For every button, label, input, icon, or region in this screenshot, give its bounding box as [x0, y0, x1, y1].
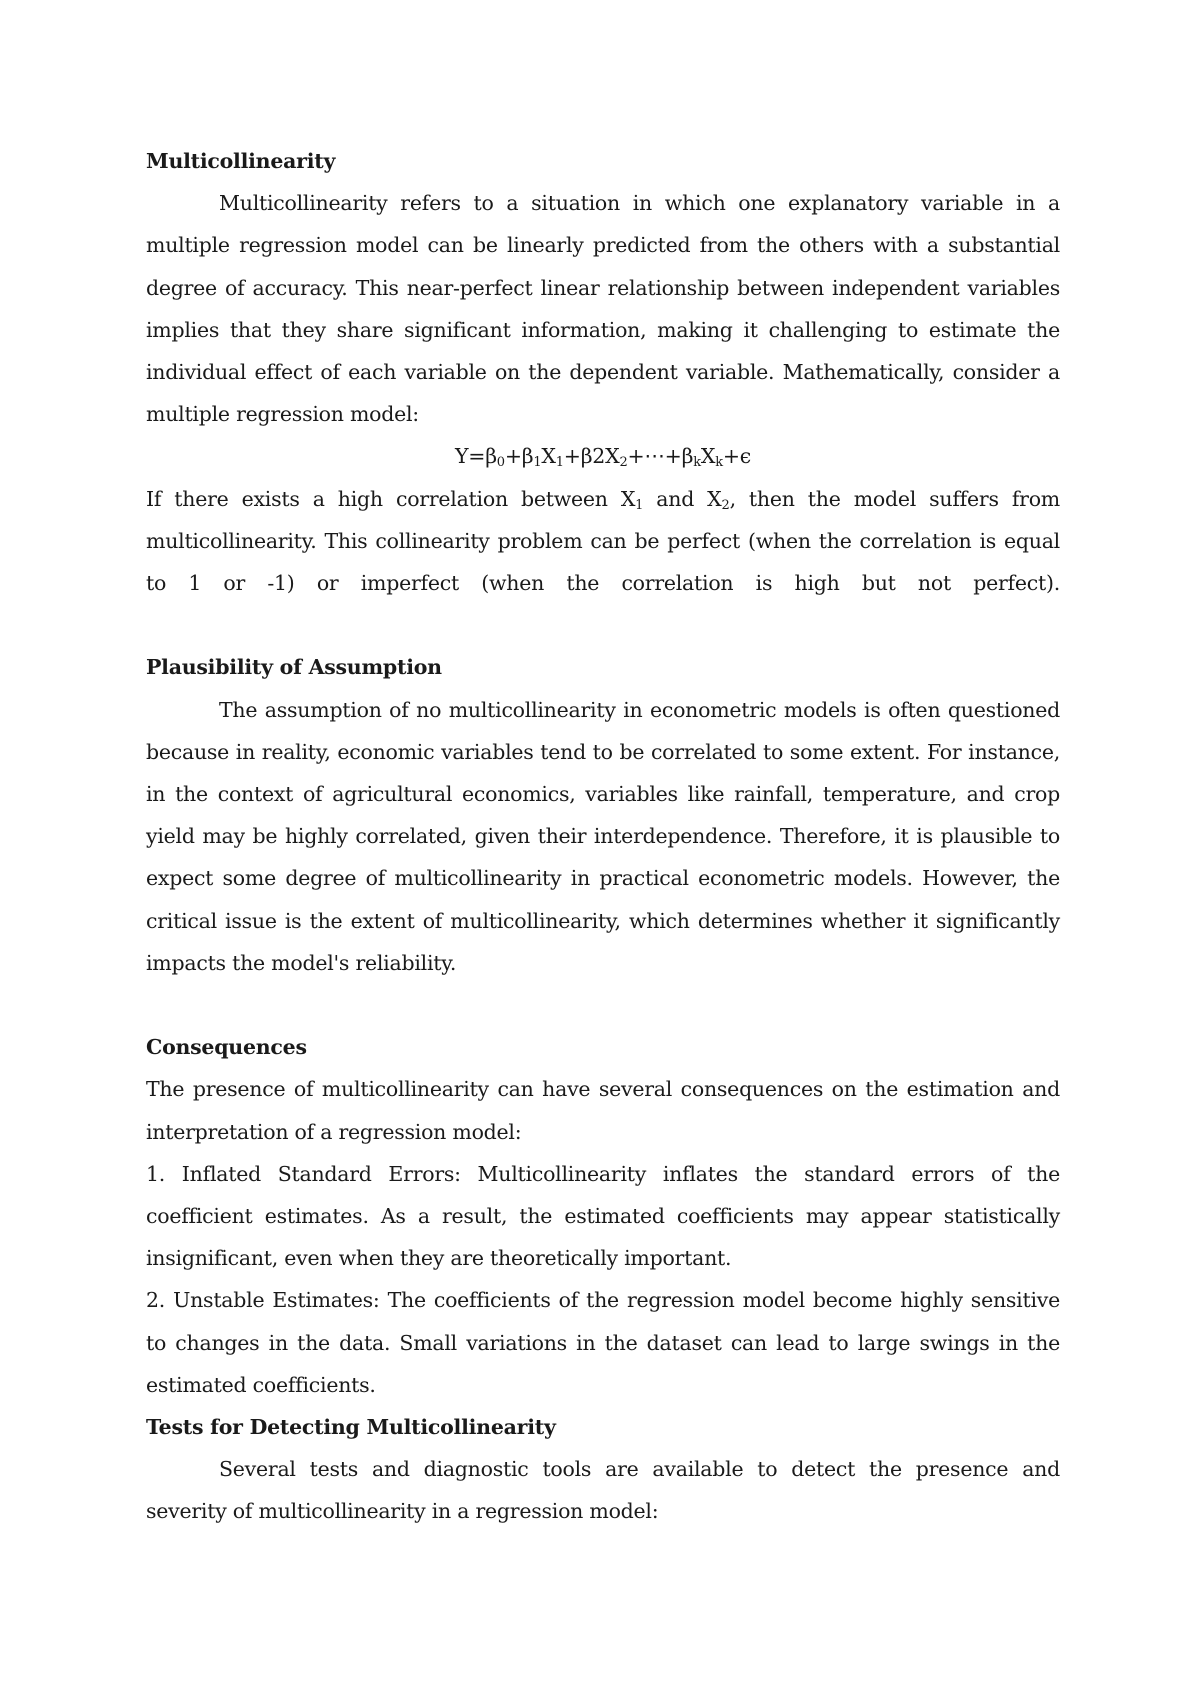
- paragraph-multicollinearity-definition: Multicollinearity refers to a situation in which one explanatory variable in a multiple regression model can be linearly predicted from the others with a substantial degree of accuracy. This near-perfect linear relationship between independent variables implies that they share significant information, making it challenging to estimate the individual effect of each variable on the dependent variable. Mathematically, consider a multiple regression model:: [146, 191, 1060, 427]
- paragraph-consequences-intro: The presence of multicollinearity can have several consequences on the estimation and interpretation of a regression model:: [146, 1077, 1060, 1144]
- heading-tests: Tests for Detecting Multicollinearity: [146, 1415, 556, 1440]
- list-item-inflated-standard-errors: 1. Inflated Standard Errors: Multicollinearity inflates the standard errors of the coefficient estimates. As a result, the estimated coefficients may appear statistically insignificant, even when they are theoretically important.: [146, 1161, 1060, 1271]
- spacer: [146, 604, 1060, 646]
- heading-consequences: Consequences: [146, 1035, 307, 1060]
- spacer: [146, 984, 1060, 1026]
- list-item-unstable-estimates: 2. Unstable Estimates: The coefficients of the regression model become highly sensitive to changes in the data. Small variations in the dataset can lead to large swings in the estimated coefficients.: [146, 1288, 1060, 1397]
- heading-plausibility: Plausibility of Assumption: [146, 655, 442, 680]
- paragraph-correlation-x1-x2: If there exists a high correlation between $X_1$ and $X_2$, then the model suffers from multicollinearity. This collinearity problem can be perfect (when the correlation is equal to 1 or -1) or imperfect (when the correlation is high but not perfect).: [146, 486, 1060, 596]
- heading-multicollinearity: Multicollinearity: [146, 149, 336, 173]
- regression-formula: $Y=\beta_0+\beta_1X_1+\beta 2X_2+\cdots+\beta_kX_k+\epsilon$: [454, 444, 752, 471]
- paragraph-plausibility: The assumption of no multicollinearity in econometric models is often questioned because in reality, economic variables tend to be correlated to some extent. For instance, in the context of agricultural economics, variables like rainfall, temperature, and crop yield may be highly correlated, given their interdependence. Therefore, it is plausible to expect some degree of multicollinearity in practical econometric models. However, the critical issue is the extent of multicollinearity, which determines whether it significantly impacts the model's reliability.: [146, 697, 1060, 975]
- paragraph-tests: Several tests and diagnostic tools are available to detect the presence and severity of multicollinearity in a regression model:: [146, 1457, 1060, 1524]
- document-page: [146, 140, 1060, 1533]
